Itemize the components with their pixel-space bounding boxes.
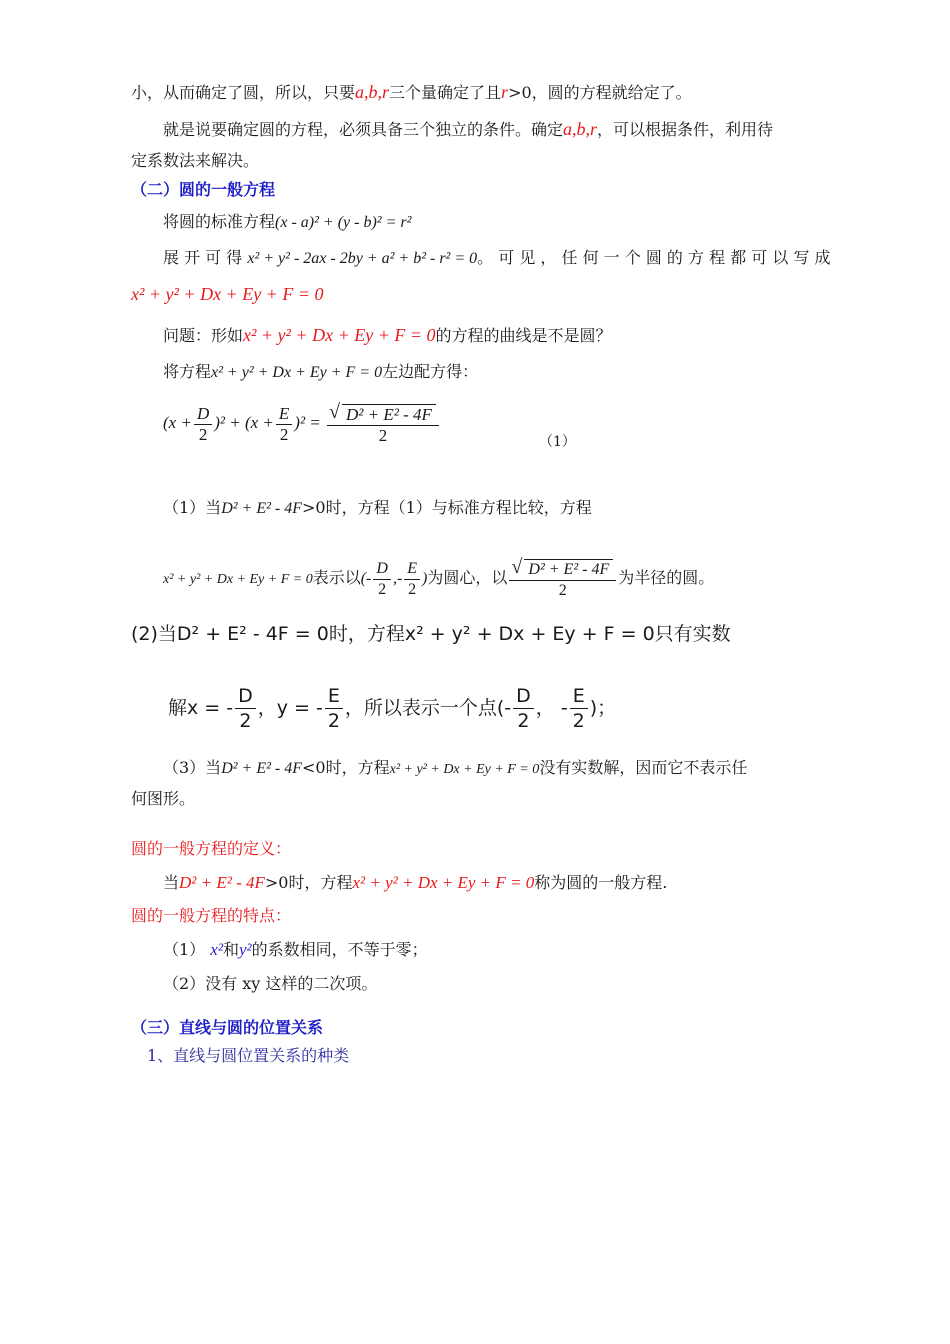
paragraph-line [163,119,773,140]
math-vars: a,b,r [563,119,598,139]
math-vars: a,b,r [355,82,390,102]
features-title: 圆的一般方程的特点： [131,906,292,925]
text: >0时，方程（1）与标准方程比较，方程 [302,498,592,517]
fraction: $\frac{D}{2}$ [194,404,212,445]
text: 的方程的曲线是不是圆？ [435,326,612,345]
equation: x² + y² + Dx + Ey + F = 0 [163,572,313,587]
fraction: $\frac{E}{2}$ [325,684,343,733]
paragraph-line [163,362,478,383]
case-2-line [168,684,616,733]
text: 称为圆的一般方程. [534,873,668,892]
section-heading: （二）圆的一般方程 [131,180,276,199]
paragraph-line [163,212,411,233]
text: 和 [222,940,239,959]
text: )； [589,697,617,719]
case-2-line: (2)当D² + E² - 4F = 0时，方程x² + y² + Dx + Ey + F = 0只有实数 [131,623,731,645]
text: ，所以表示一个点(- [344,697,512,719]
fraction: $\frac{D}{2}$ [373,559,391,600]
paragraph-line [163,758,747,780]
text: 表示以 [312,568,361,587]
text: 将方程 [163,362,212,381]
radical: √ D² + E² - 4F [342,404,436,425]
fraction: $\frac{E}{2}$ [570,684,588,733]
text: ， - [535,697,568,719]
text: 就是说要确定圆的方程，必须具备三个独立的条件。确定 [163,120,564,139]
equation: (x - a)² + (y - b)² = r² [275,214,412,231]
paragraph-line: 何图形。 [131,789,196,808]
equation-tag: （1） [539,434,576,450]
formula-1 [163,402,441,446]
text: )² = [294,412,321,432]
math-var: y² [238,940,252,959]
equation: D² + E² - 4F [221,760,303,777]
math-var: x² [210,940,223,959]
text: 为半径的圆。 [618,568,715,587]
text: 解x = - [168,697,234,719]
text: 三个量确定了且 [389,83,502,102]
equation-red: D² + E² - 4F [179,873,265,892]
fraction: √ $\frac{\text{D² + E² - 4F}}{2}$ [509,557,616,601]
equation: x² + y² + Dx + Ey + F = 0 [389,762,540,777]
section-heading: （三）直线与圆的位置关系 [131,1018,324,1037]
equation: x² + y² + Dx + Ey + F = 0 [211,364,383,381]
text: 没有实数解，因而它不表示任 [539,758,748,777]
text: （3）当 [163,758,222,777]
math-var: r [501,82,509,102]
definition-title: 圆的一般方程的定义： [131,839,292,858]
equation-red: x² + y² + Dx + Ey + F = 0 [131,284,324,304]
text: 展 开 可 得 [163,248,243,267]
fraction: $\frac{D}{2}$ [513,684,534,733]
paragraph-line: （2）没有 xy 这样的二次项。 [163,974,378,993]
text: 小，从而确定了圆，所以，只要 [131,83,356,102]
radical: √ D² + E² - 4F [524,559,613,580]
paragraph-line [163,248,831,269]
fraction: $\frac{D}{2}$ [235,684,256,733]
text: )² + (x + [214,412,274,432]
equation-red: x² + y² + Dx + Ey + F = 0 [352,873,535,892]
paragraph-line [163,940,428,960]
text: (x + [163,412,192,432]
text: 问题：形如 [163,326,244,345]
fraction: √ $\frac{\text{D² + E² - 4F}}{2}$ [327,402,439,446]
text: 。 可 见 ， 任 何 一 个 圆 的 方 程 都 可 以 写 成 [477,248,831,267]
text: （1）当 [163,498,222,517]
paragraph-line: x² + y² + Dx + Ey + F = 0表示以(- $\frac{D}{2}$ ,- $\frac{E}{2}$ )为圆心，以 √ $\frac{\text{D² + E² - 4F}}{2}$ 为半径的圆。 [163,557,714,601]
text: ，y = - [257,697,323,719]
text: 的系数相同，不等于零； [251,940,428,959]
paragraph-line [163,498,592,519]
text: <0时，方程 [302,758,390,777]
subsection-heading: 1、直线与圆位置关系的种类 [147,1046,350,1065]
text: 当 [163,873,180,892]
text: ，可以根据条件，利用待 [597,120,774,139]
equation-red: x² + y² + Dx + Ey + F = 0 [243,325,436,345]
text: >0，圆的方程就给定了。 [508,83,692,102]
equation: x² + y² - 2ax - 2by + a² + b² - r² = 0 [247,250,478,267]
paragraph-line: 定系数法来解决。 [131,151,260,170]
fraction: $\frac{E}{2}$ [404,559,420,600]
text: （1） [163,940,206,959]
equation: D² + E² - 4F [221,500,303,517]
paragraph-line [163,873,667,893]
text: 将圆的标准方程 [163,212,276,231]
paragraph-line [163,325,612,346]
text: 左边配方得： [382,362,479,381]
paragraph-line [131,82,692,103]
text: >0时，方程 [264,873,353,892]
text: 为圆心，以 [427,568,508,587]
fraction: $\frac{E}{2}$ [276,404,292,445]
